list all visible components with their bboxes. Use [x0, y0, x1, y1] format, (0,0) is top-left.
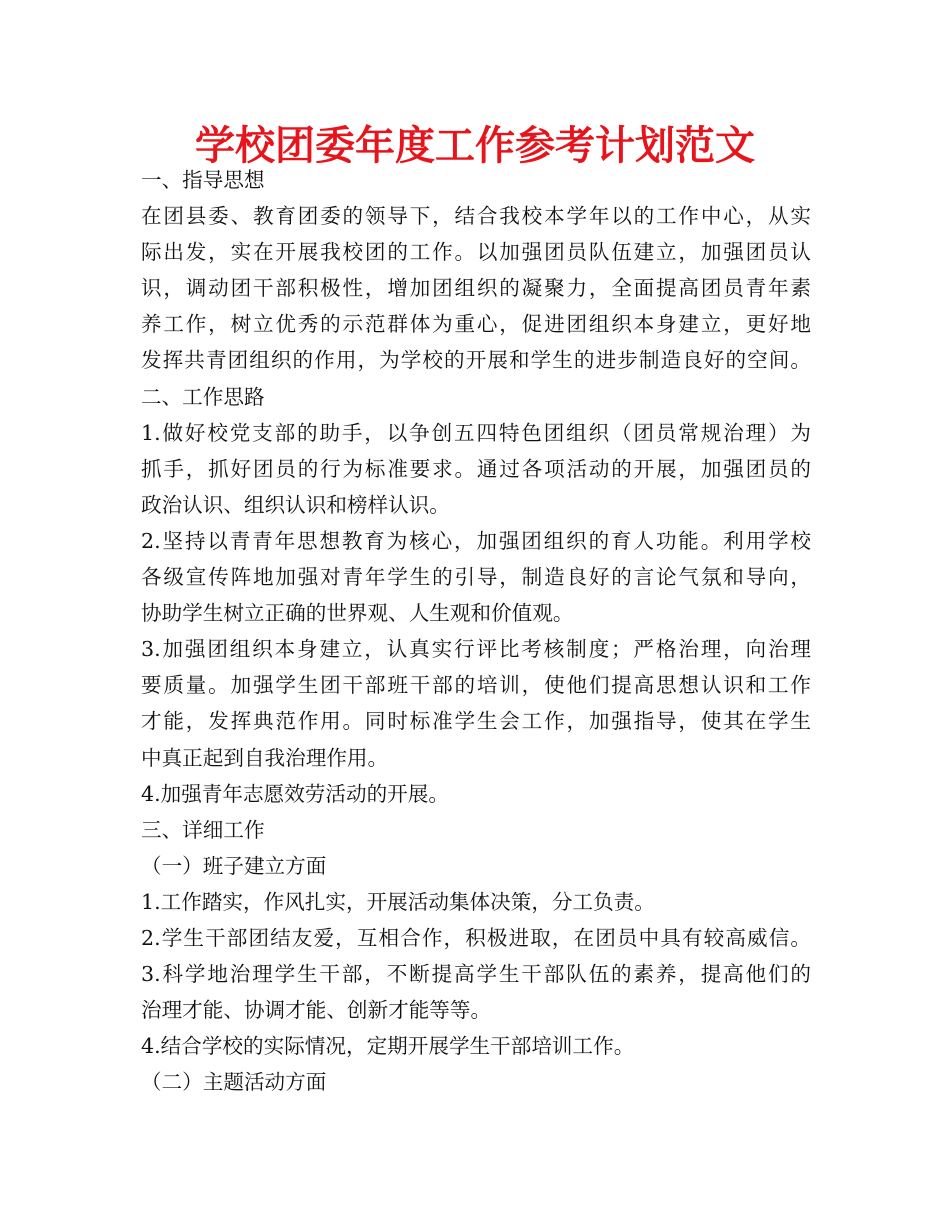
section-heading: （二）主题活动方面	[141, 1070, 327, 1095]
text-line: 3.加强团组织本身建立，认真实行评比考核制度；严格治理，向治理	[141, 637, 811, 662]
text-line: 治理才能、协调才能、创新才能等等。	[141, 998, 492, 1023]
text-line: 际出发，实在开展我校团的工作。以加强团员队伍建立，加强团员认	[141, 240, 811, 265]
text-line: 各级宣传阵地加强对青年学生的引导，制造良好的言论气氛和导向，	[141, 565, 811, 590]
text-line: 在团县委、教育团委的领导下，结合我校本学年以的工作中心，从实	[141, 204, 811, 229]
text-line: 政治认识、组织认识和榜样认识。	[141, 492, 450, 517]
section-heading: 二、工作思路	[141, 384, 265, 409]
section-heading: 一、指导思想	[141, 168, 265, 192]
text-line: 抓手，抓好团员的行为标准要求。通过各项活动的开展，加强团员的	[141, 456, 811, 481]
text-line: 协助学生树立正确的世界观、人生观和价值观。	[141, 601, 574, 626]
text-line: 才能，发挥典范作用。同时标准学生会工作，加强指导，使其在学生	[141, 709, 811, 734]
text-line: 3.科学地治理学生干部，不断提高学生干部队伍的素养，提高他们的	[141, 962, 811, 987]
text-line: 2.学生干部团结友爱，互相合作，积极进取，在团员中具有较高威信。	[141, 925, 811, 950]
text-line: 4.结合学校的实际情况，定期开展学生干部培训工作。	[141, 1034, 635, 1059]
document-title: 学校团委年度工作参考计划范文	[195, 123, 755, 169]
text-line: 1.工作踏实，作风扎实，开展活动集体决策，分工负责。	[141, 889, 655, 914]
text-line: 1.做好校党支部的助手，以争创五四特色团组织（团员常规治理）为	[141, 420, 811, 445]
text-line: 要质量。加强学生团干部班干部的培训，使他们提高思想认识和工作	[141, 673, 811, 698]
text-line: 中真正起到自我治理作用。	[141, 745, 389, 770]
section-heading: 三、详细工作	[141, 817, 265, 842]
text-line: 识，调动团干部积极性，增加团组织的凝聚力，全面提高团员青年素	[141, 276, 811, 301]
text-line: 4.加强青年志愿效劳活动的开展。	[141, 781, 449, 806]
document-body	[141, 162, 811, 1100]
text-line: 养工作，树立优秀的示范群体为重心，促进团组织本身建立，更好地	[141, 312, 811, 337]
text-line: 2.坚持以青青年思想教育为核心，加强团组织的育人功能。利用学校	[141, 528, 811, 553]
text-line: 发挥共青团组织的作用，为学校的开展和学生的进步制造良好的空间。	[141, 348, 811, 373]
section-heading: （一）班子建立方面	[141, 853, 327, 878]
